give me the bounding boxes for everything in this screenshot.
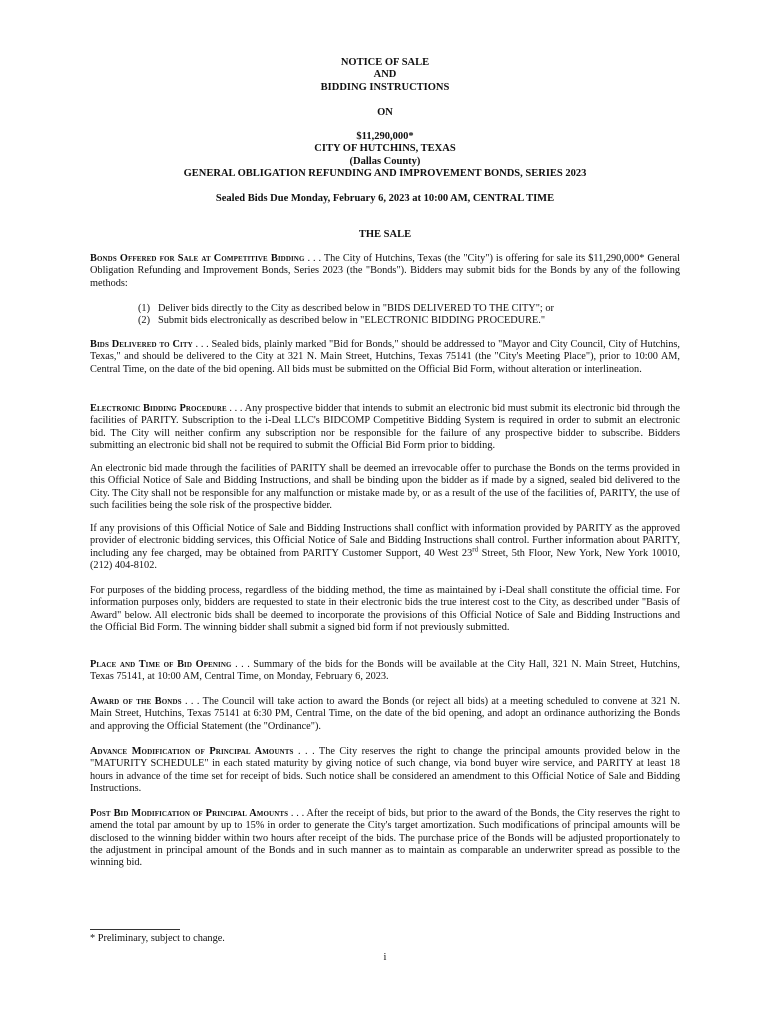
paragraph-heading: Place and Time of Bid Opening (90, 659, 232, 670)
page-number: i (383, 952, 387, 963)
list-item (138, 315, 698, 327)
issuer-city: CITY OF HUTCHINS, TEXAS (314, 143, 456, 155)
paragraph-advance-modification (90, 746, 680, 795)
paragraph-body: For purposes of the bidding process, regardless of the bidding method, the time as maintained by i-Deal shall constitute the official time. For information purposes only, bidders are requested to state in their electronic bids the true interest cost to the City, as described under "Basis of Award" below. All electronic bids shall be deemed to incorporate the provisions of this Official Notice of Sale and Bidding Instructions and the Official Bid Form. The winning bidder shall submit a signed bid form if not previously submitted. (90, 585, 680, 633)
paragraph-body: . . . The Council will take action to award the Bonds (or reject all bids) at a meeting scheduled to convene at 321 N. Main Street, Hutchins, Texas 75141 at 6:30 PM, Central Time, on the date of the bid opening, and adopt an ordinance authorizing the Bonds and approving the Official Statement (the "Ordinance"). (90, 696, 680, 732)
paragraph-official-time (90, 585, 680, 634)
paragraph-award (90, 696, 680, 733)
paragraph-body: . . . Any prospective bidder that intends to submit an electronic bid must submit its electronic bid through the facilities of PARITY. Subscription to the i-Deal LLC's BIDCOMP Competitive Bidding System is required in order to submit an electronic bid. The City will neither confirm any subscription nor be responsible for the failure of any prospective bidder to subscribe. Bidders submitting an electronic bid shall not be required to submit the Official Bid Form prior to bidding. (90, 403, 680, 451)
paragraph-body: . . . Sealed bids, plainly marked "Bid for Bonds," should be addressed to "Mayor and City Council, City of Hutchins, Texas," and should be delivered to the City at 321 N. Main Street, Hutchins, Texas 75141 (the "City's Meeting Place"), prior to 10:00 AM, Central Time, on the date of the bid opening. All bids must be submitted on the Official Bid Form, without alteration or interlineation. (90, 339, 680, 375)
paragraph-heading: Post Bid Modification of Principal Amounts (90, 808, 289, 819)
section-heading-text: THE SALE (358, 229, 412, 240)
paragraph-heading: Award of the Bonds (90, 696, 182, 707)
list-number: (2) (138, 315, 151, 327)
list-text: Deliver bids directly to the City as described below in "BIDS DELIVERED TO THE CITY"; or (158, 303, 554, 314)
paragraph-bid-opening (90, 659, 680, 684)
paragraph-body: An electronic bid made through the facilities of PARITY shall be deemed an irrevocable offer to purchase the Bonds on the terms provided in this Official Notice of Sale and Bidding Instructions, and shall be binding upon the bidder as if made by a signed, sealed bid delivered to the City. The City shall not be responsible for any malfunction or mistake made by, or as a result of the use of the facilities of, PARITY, the use of such facilities being the sole risk of the prospective bidder. (90, 463, 680, 511)
paragraph-heading: Electronic Bidding Procedure (90, 403, 227, 414)
paragraph-heading: Advance Modification of Principal Amounts (90, 746, 294, 757)
paragraph-electronic-bidding (90, 403, 680, 452)
paragraph-body: . . . The City reserves the right to change the principal amounts provided below in the "MATURITY SCHEDULE" in each stated maturity by giving notice of such change, via bond buyer wire service, and PARITY at least 18 hours in advance of the time set for receipt of bids. Such notice shall be considered an amendment to this Official Notice of Sale and Bidding Instructions. (90, 746, 680, 794)
paragraph-heading: Bids Delivered to City (90, 339, 193, 350)
paragraph-body: If any provisions of this Official Notice of Sale and Bidding Instructions shall conflict with information provided by PARITY as the approved provider of electronic bidding services, this Official Notice of Sale and Bidding Instructions shall control. Further information about PARITY, including any fee charged, may be obtained from PARITY Customer Support, 40 West 23 (90, 523, 680, 559)
paragraph-irrevocable-offer (90, 463, 680, 512)
list-number: (1) (138, 303, 151, 314)
paragraph-bids-delivered (90, 339, 680, 376)
issue-amount: $11,290,000* (356, 131, 414, 142)
paragraph-parity-conflict (90, 523, 680, 572)
section-heading (0, 229, 770, 241)
paragraph-heading: Bonds Offered for Sale at Competitive Bidding (90, 253, 305, 264)
title-bidding-instructions: BIDDING INSTRUCTIONS (320, 81, 450, 93)
footnote: * Preliminary, subject to change. (90, 933, 225, 944)
bid-due-text: Sealed Bids Due Monday, February 6, 2023 at 10:00 AM, CENTRAL TIME (215, 193, 555, 204)
title-notice-of-sale: NOTICE OF SALE (340, 57, 430, 68)
paragraph-post-bid-modification (90, 808, 680, 869)
title-block (0, 57, 770, 94)
title-and: AND (373, 69, 397, 81)
ordinal-superscript: rd (472, 545, 479, 554)
paragraph-bonds-offered (90, 253, 680, 290)
bid-methods-list (138, 303, 698, 328)
paragraph-body: . . . After the receipt of bids, but prior to the award of the Bonds, the City reserves the right to amend the total par amount by up to 15% in order to generate the City's target amortization. Such modifications of principal amounts will be disclosed to the winning bidder within two hours after receipt of the bids. The purchase price of the Bonds will be adjusted proportionately to the adjustment in principal amount of the Bonds and in such manner as to maintain as comparable an underwriter spread as possible to the winning bid. (90, 808, 680, 869)
paragraph-body-end: Street, 5th Floor, New York, New York 10010, (212) 404-8102. (90, 547, 680, 571)
title-on-text: ON (377, 107, 393, 118)
list-item (138, 303, 698, 315)
issue-block (0, 131, 770, 181)
bond-series-title: GENERAL OBLIGATION REFUNDING AND IMPROVEMENT BONDS, SERIES 2023 (183, 168, 587, 180)
list-text: Submit bids electronically as described below in "ELECTRONIC BIDDING PROCEDURE." (158, 315, 546, 327)
paragraph-body: . . . Summary of the bids for the Bonds will be available at the City Hall, 321 N. Main Street, Hutchins, Texas 75141, at 10:00 AM, Central Time, on Monday, February 6, 2023. (90, 659, 680, 683)
title-on (0, 107, 770, 119)
bid-due-line (0, 193, 770, 205)
issuer-county: (Dallas County) (349, 155, 421, 167)
footnote-divider (90, 929, 180, 930)
paragraph-body: . . . The City of Hutchins, Texas (the "City") is offering for sale its $11,290,000* General Obligation Refunding and Improvement Bonds, Series 2023 (the "Bonds"). Bidders may submit bids for the Bonds by any of the following methods: (90, 253, 680, 289)
